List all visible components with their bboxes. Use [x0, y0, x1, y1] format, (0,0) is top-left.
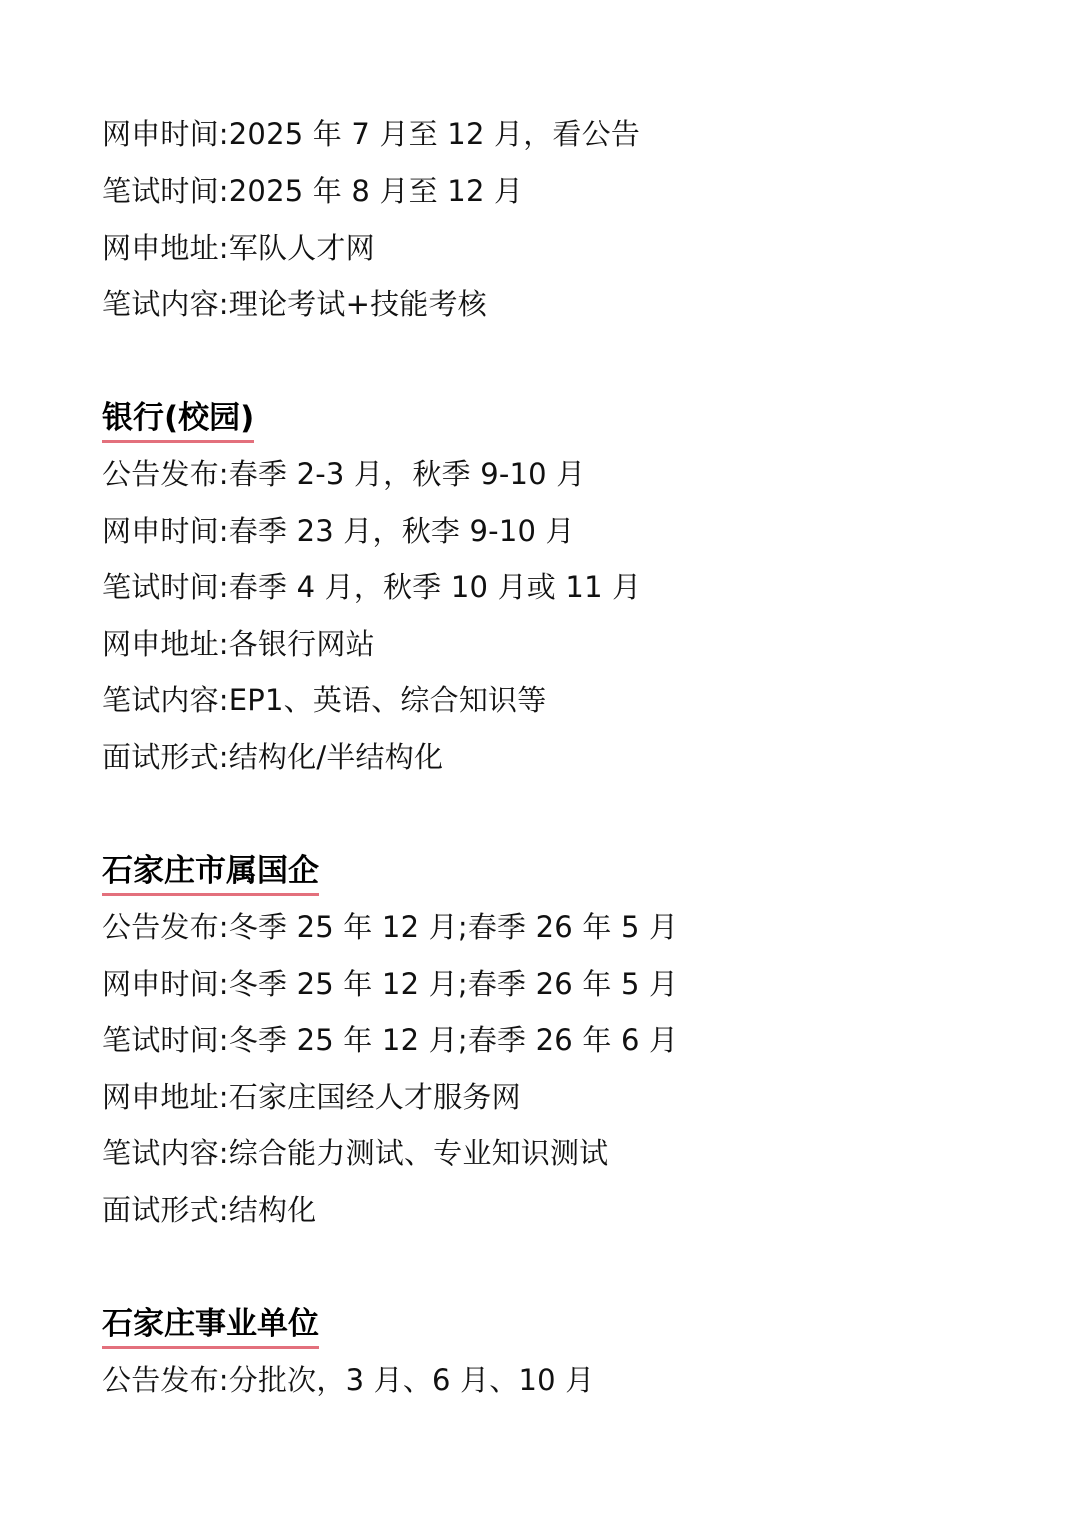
text-line: 笔试时间:冬季 25 年 12 月;春季 26 年 6 月 — [102, 1023, 679, 1057]
text-line: 面试形式:结构化/半结构化 — [102, 740, 444, 774]
text-line: 网申地址:石家庄国经人才服务网 — [102, 1080, 521, 1114]
text-line: 公告发布:分批次，3 月、6 月、10 月 — [102, 1363, 595, 1397]
text-line: 网申时间:春季 23 月，秋李 9-10 月 — [102, 514, 575, 548]
text-line: 公告发布:春季 2-3 月，秋季 9-10 月 — [102, 457, 586, 491]
section-heading — [102, 1304, 319, 1349]
text-line: 网申时间:冬季 25 年 12 月;春季 26 年 5 月 — [102, 967, 679, 1001]
section-heading-text: 石家庄市属国企 — [102, 851, 319, 896]
text-line: 笔试内容:理论考试+技能考核 — [102, 287, 487, 321]
section-heading — [102, 851, 319, 896]
text-line: 网申时间:2025 年 7 月至 12 月，看公告 — [102, 117, 641, 151]
text-line: 网申地址:军队人才网 — [102, 231, 375, 265]
section-heading — [102, 398, 254, 443]
text-line: 面试形式:结构化 — [102, 1193, 317, 1227]
text-line: 笔试内容:EP1、英语、综合知识等 — [102, 683, 547, 717]
section-heading-text: 石家庄事业单位 — [102, 1304, 319, 1349]
text-line: 笔试时间:2025 年 8 月至 12 月 — [102, 174, 524, 208]
section-heading-text: 银行(校园) — [102, 398, 254, 443]
text-line: 笔试时间:春季 4 月，秋季 10 月或 11 月 — [102, 570, 642, 604]
text-line: 笔试内容:综合能力测试、专业知识测试 — [102, 1136, 609, 1170]
text-line: 公告发布:冬季 25 年 12 月;春季 26 年 5 月 — [102, 910, 679, 944]
text-line: 网申地址:各银行网站 — [102, 627, 375, 661]
